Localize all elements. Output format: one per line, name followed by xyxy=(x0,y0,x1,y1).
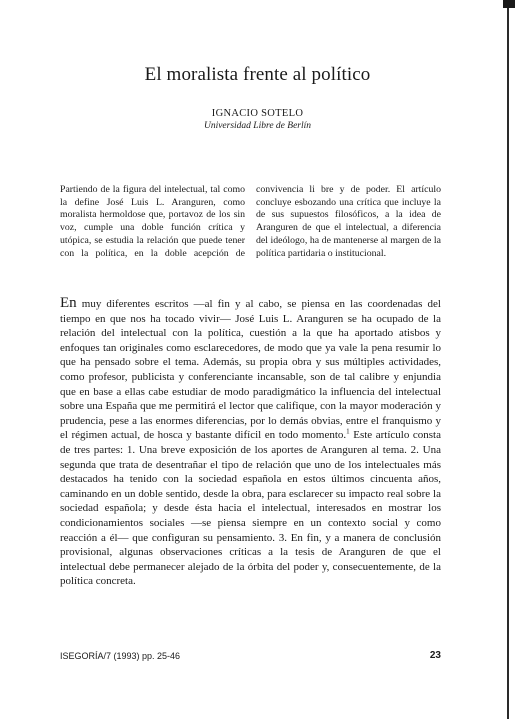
article-title: El moralista frente al político xyxy=(144,64,371,85)
footnote-reference[interactable]: 1 xyxy=(346,427,350,436)
first-word: En xyxy=(60,295,77,311)
scan-corner-mark xyxy=(503,0,515,8)
body-text-part-2: Este artículo consta de tres partes: 1. Una breve exposición de los aportes de Aranguren al tema. 2. Una segunda que trata de desentrañar el tipo de relación que uno de los intelectuales más destacados ha tenido con la sociedad española en estos últimos cincuenta años, caminando en un doble sentido, desde la obra, para esclarecer su impacto real sobre la sociedad española; y desde ésta hacia el intelectual, interesados en mostrar los condicionamientos sociales —se piensa siempre en un contexto social y como reacción a él— que configuran su pensamiento. 3. En fin, y a manera de conclusión provisional, algunas observaciones críticas a la tesis de Aranguren de que el intelectual debe permanecer alejado de la órbita del poder y, consecuentemente, de la política concreta. xyxy=(60,429,441,588)
author-name: IGNACIO SOTELO xyxy=(211,108,304,119)
body-text-part-1: muy diferentes escritos —al fin y al cabo, se piensa en las coordenadas del tiempo en que nos ha tocado vivir— José Luis L. Aranguren se ha ocupado de la relación del intelectual con la política, cuestión a la que ha aportado atisbos y enfoques tan originales como esclarecedores, de modo que ya vale la pena resumir lo que ha pensado sobre el tema. Además, su propia obra y sus múltiples actividades, como profesor, publicista y conferenciante incansable, son de tal calibre y enjundia que en base a ellas cabe estudiar de modo paradigmático la influencia del intelectual sobre una España que me permitirá el lector que califique, con la mayor moderación y prudencia, pese a las enormes diferencias, por lo demás obvias, entre el franquismo y el régimen actual, de hosca y bastante difícil en todo momento. xyxy=(60,298,441,442)
author-affiliation: Universidad Libre de Berlín xyxy=(203,121,312,131)
body-text xyxy=(60,297,441,589)
body-paragraph xyxy=(60,297,441,589)
abstract-text: Partiendo de la figura del intelectual, tal como la define José Luis L. Aranguren, como moralista hermoldose que, portavoz de los sin voz, cumple una doble función crítica y utópica, se estudia la relación que puede tener con la política, en la doble acepción de convivencia li bre y de poder. El artículo concluye esbozando una crítica que incluye la de sus supuestos filosóficos, a la idea de Aranguren de que el intelectual, a diferencia del ideólogo, ha de mantenerse al margen de la política partidaria o institucional. xyxy=(60,184,441,259)
abstract xyxy=(60,184,441,260)
page-number: 23 xyxy=(429,650,441,661)
journal-citation: ISEGORÍA/7 (1993) pp. 25-46 xyxy=(60,651,181,661)
